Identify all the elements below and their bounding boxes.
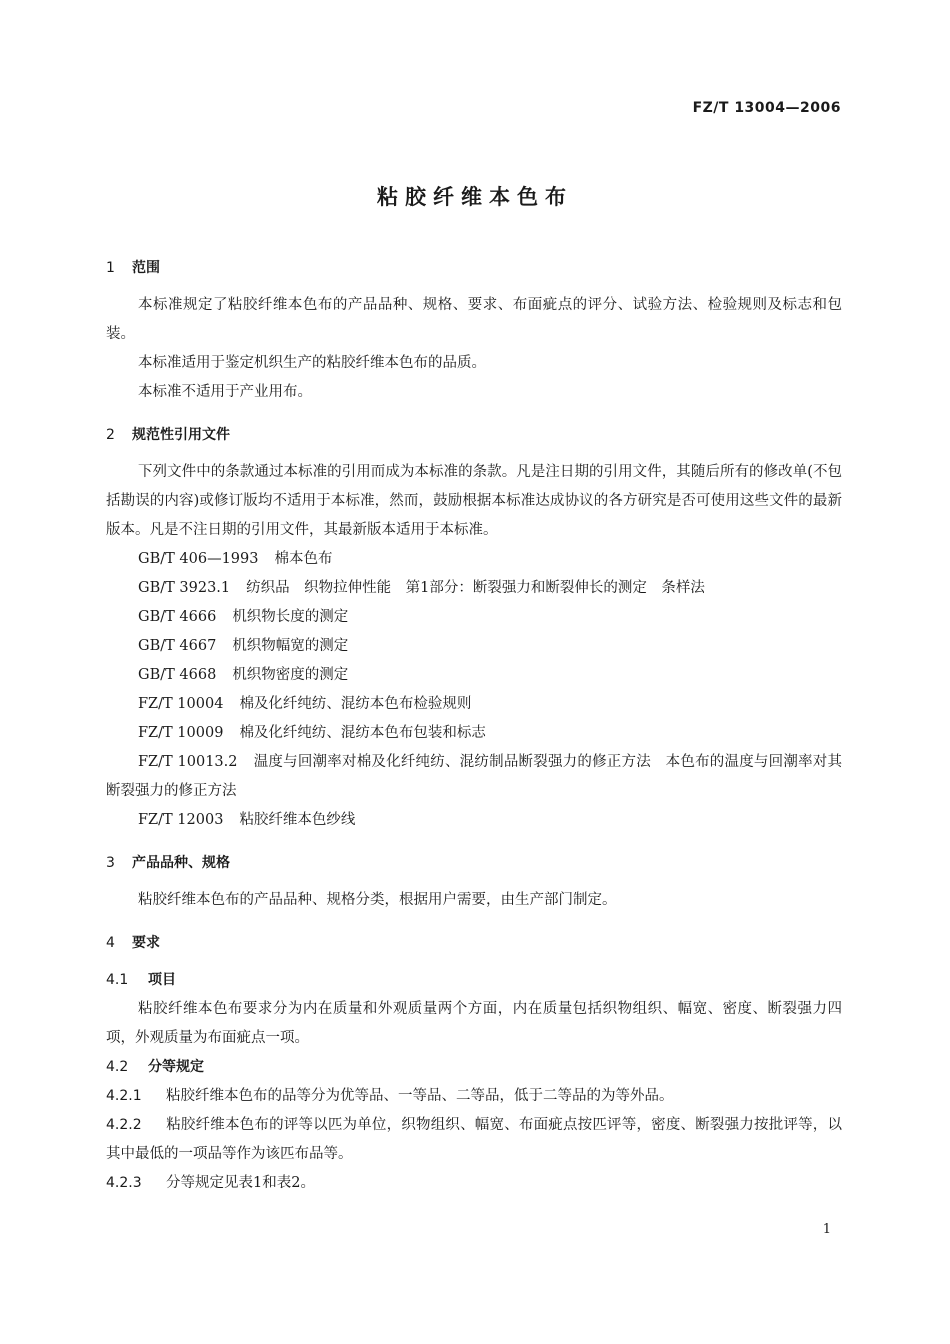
clause-text: 粘胶纤维本色布的品等分为优等品、一等品、二等品，低于二等品的为等外品。 [166, 1088, 674, 1104]
reference-code: FZ/T 10009 [138, 725, 224, 741]
reference-title: 机织物密度的测定 [232, 667, 349, 683]
section-title: 产品品种、规格 [132, 855, 230, 871]
section-number: 4 [106, 935, 115, 951]
subsection-number: 4.2 [106, 1059, 129, 1075]
document-body [106, 254, 842, 1198]
clause-4-2-3 [106, 1169, 842, 1198]
section-title: 规范性引用文件 [132, 427, 230, 443]
section-number: 2 [106, 427, 115, 443]
reference-item [106, 574, 842, 603]
subsection-title: 分等规定 [148, 1059, 204, 1075]
reference-title: 纺织品 织物拉伸性能 第1部分：断裂强力和断裂伸长的测定 条样法 [246, 580, 705, 596]
reference-item [106, 603, 842, 632]
section-4-1-heading [106, 966, 842, 995]
reference-code: GB/T 4668 [138, 667, 217, 683]
section-2-intro: 下列文件中的条款通过本标准的引用而成为本标准的条款。凡是注日期的引用文件，其随后所有的修改单(不包括勘误的内容)或修订版均不适用于本标准，然而，鼓励根据本标准达成协议的各方研究是否可使用这些文件的最新版本。凡是不注日期的引用文件，其最新版本适用于本标准。 [106, 464, 842, 538]
clause-text: 粘胶纤维本色布的评等以匹为单位，织物组织、幅宽、布面疵点按匹评等，密度、断裂强力按批评等，以其中最低的一项品等作为该匹布品等。 [106, 1117, 842, 1162]
section-1-heading [106, 254, 842, 283]
section-1-paragraph-3: 本标准不适用于产业用布。 [138, 384, 312, 400]
reference-item [106, 545, 842, 574]
section-1-paragraph-1: 本标准规定了粘胶纤维本色布的产品品种、规格、要求、布面疵点的评分、试验方法、检验规则及标志和包装。 [106, 297, 842, 342]
section-title: 范围 [132, 260, 160, 276]
subsection-number: 4.1 [106, 972, 129, 988]
section-number: 1 [106, 260, 115, 276]
standard-code: FZ/T 13004—2006 [692, 100, 841, 116]
reference-item [106, 748, 842, 806]
reference-title: 温度与回潮率对棉及化纤纯纺、混纺制品断裂强力的修正方法 本色布的温度与回潮率对其断裂强力的修正方法 [106, 754, 843, 799]
reference-title: 棉及化纤纯纺、混纺本色布检验规则 [239, 696, 472, 712]
reference-item [106, 806, 842, 835]
reference-code: FZ/T 10004 [138, 696, 224, 712]
clause-number: 4.2.1 [106, 1088, 142, 1104]
reference-code: GB/T 4667 [138, 638, 217, 654]
reference-item [106, 719, 842, 748]
document-title: 粘胶纤维本色布 [377, 185, 573, 209]
section-4-1-paragraph: 粘胶纤维本色布要求分为内在质量和外观质量两个方面，内在质量包括织物组织、幅宽、密度、断裂强力四项，外观质量为布面疵点一项。 [106, 1001, 842, 1046]
reference-title: 棉本色布 [274, 551, 333, 567]
clause-number: 4.2.2 [106, 1117, 142, 1133]
section-2-heading [106, 421, 842, 450]
reference-title: 粘胶纤维本色纱线 [239, 812, 356, 828]
section-1-paragraph-2: 本标准适用于鉴定机织生产的粘胶纤维本色布的品质。 [138, 355, 486, 371]
section-3-paragraph-1: 粘胶纤维本色布的产品品种、规格分类，根据用户需要，由生产部门制定。 [138, 892, 617, 908]
reference-item [106, 661, 842, 690]
clause-4-2-1 [106, 1082, 842, 1111]
section-4-2-heading [106, 1053, 842, 1082]
section-4-heading [106, 929, 842, 958]
reference-code: FZ/T 12003 [138, 812, 224, 828]
section-3-heading [106, 849, 842, 878]
clause-4-2-2 [106, 1111, 842, 1169]
reference-title: 棉及化纤纯纺、混纺本色布包装和标志 [239, 725, 486, 741]
reference-title: 机织物幅宽的测定 [232, 638, 349, 654]
reference-item [106, 632, 842, 661]
subsection-title: 项目 [148, 972, 176, 988]
section-title: 要求 [132, 935, 160, 951]
clause-text: 分等规定见表1和表2。 [166, 1175, 315, 1191]
reference-code: GB/T 3923.1 [138, 580, 231, 596]
reference-item [106, 690, 842, 719]
reference-code: FZ/T 10013.2 [138, 754, 238, 770]
reference-code: GB/T 406—1993 [138, 551, 259, 567]
page-number: 1 [822, 1222, 831, 1237]
reference-code: GB/T 4666 [138, 609, 217, 625]
section-number: 3 [106, 855, 115, 871]
reference-title: 机织物长度的测定 [232, 609, 349, 625]
clause-number: 4.2.3 [106, 1175, 142, 1191]
